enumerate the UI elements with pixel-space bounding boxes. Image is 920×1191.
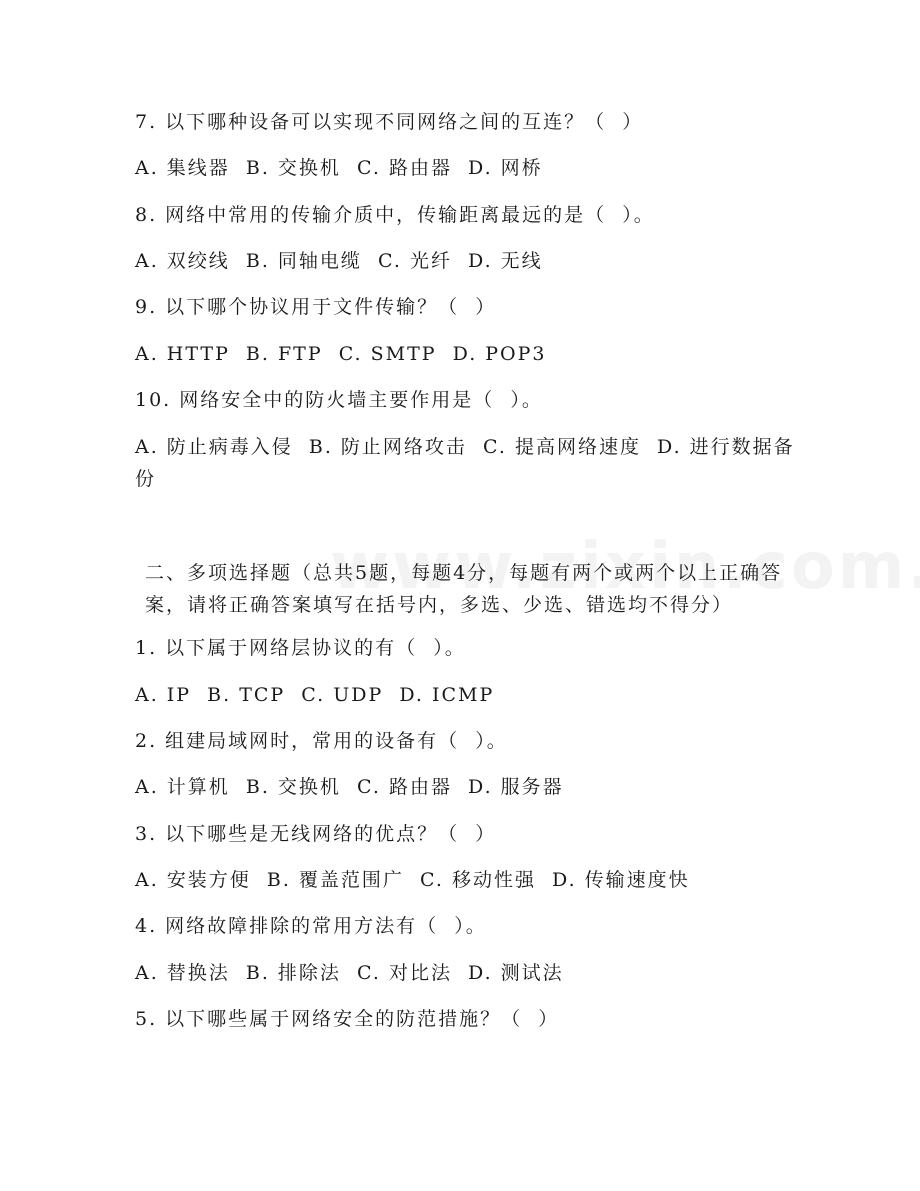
mc-options-4: A. 替换法 B. 排除法 C. 对比法 D. 测试法 (135, 962, 564, 984)
mc-options-1: A. IP B. TCP C. UDP D. ICMP (135, 684, 495, 706)
options-10: A. 防止病毒入侵 B. 防止网络攻击 C. 提高网络速度 D. 进行数据备份 (135, 436, 795, 490)
mc-options-3: A. 安装方便 B. 覆盖范围广 C. 移动性强 D. 传输速度快 (135, 869, 690, 891)
question-8: 8. 网络中常用的传输介质中，传输距离最远的是（ ）。 (135, 204, 655, 226)
mc-question-5: 5. 以下哪些属于网络安全的防范措施？（ ） (135, 1008, 560, 1030)
options-8: A. 双绞线 B. 同轴电缆 C. 光纤 D. 无线 (135, 250, 543, 272)
question-7: 7. 以下哪种设备可以实现不同网络之间的互连？（ ） (135, 111, 644, 133)
mc-question-3: 3. 以下哪些是无线网络的优点？（ ） (135, 823, 497, 845)
mc-question-2: 2. 组建局域网时，常用的设备有（ ）。 (135, 730, 508, 752)
mc-question-1: 1. 以下属于网络层协议的有（ ）。 (135, 637, 466, 659)
section-heading-multiple-choice: 二、多项选择题（总共5题，每题4分，每题有两个或两个以上正确答案，请将正确答案填写在括号内，多选、少选、错选均不得分） (145, 562, 783, 616)
options-9: A. HTTP B. FTP C. SMTP D. POP3 (135, 343, 547, 365)
options-7: A. 集线器 B. 交换机 C. 路由器 D. 网桥 (135, 157, 543, 179)
question-10: 10. 网络安全中的防火墙主要作用是（ ）。 (135, 389, 543, 411)
mc-options-2: A. 计算机 B. 交换机 C. 路由器 D. 服务器 (135, 776, 564, 798)
mc-question-4: 4. 网络故障排除的常用方法有（ ）。 (135, 915, 487, 937)
question-9: 9. 以下哪个协议用于文件传输？（ ） (135, 296, 497, 318)
